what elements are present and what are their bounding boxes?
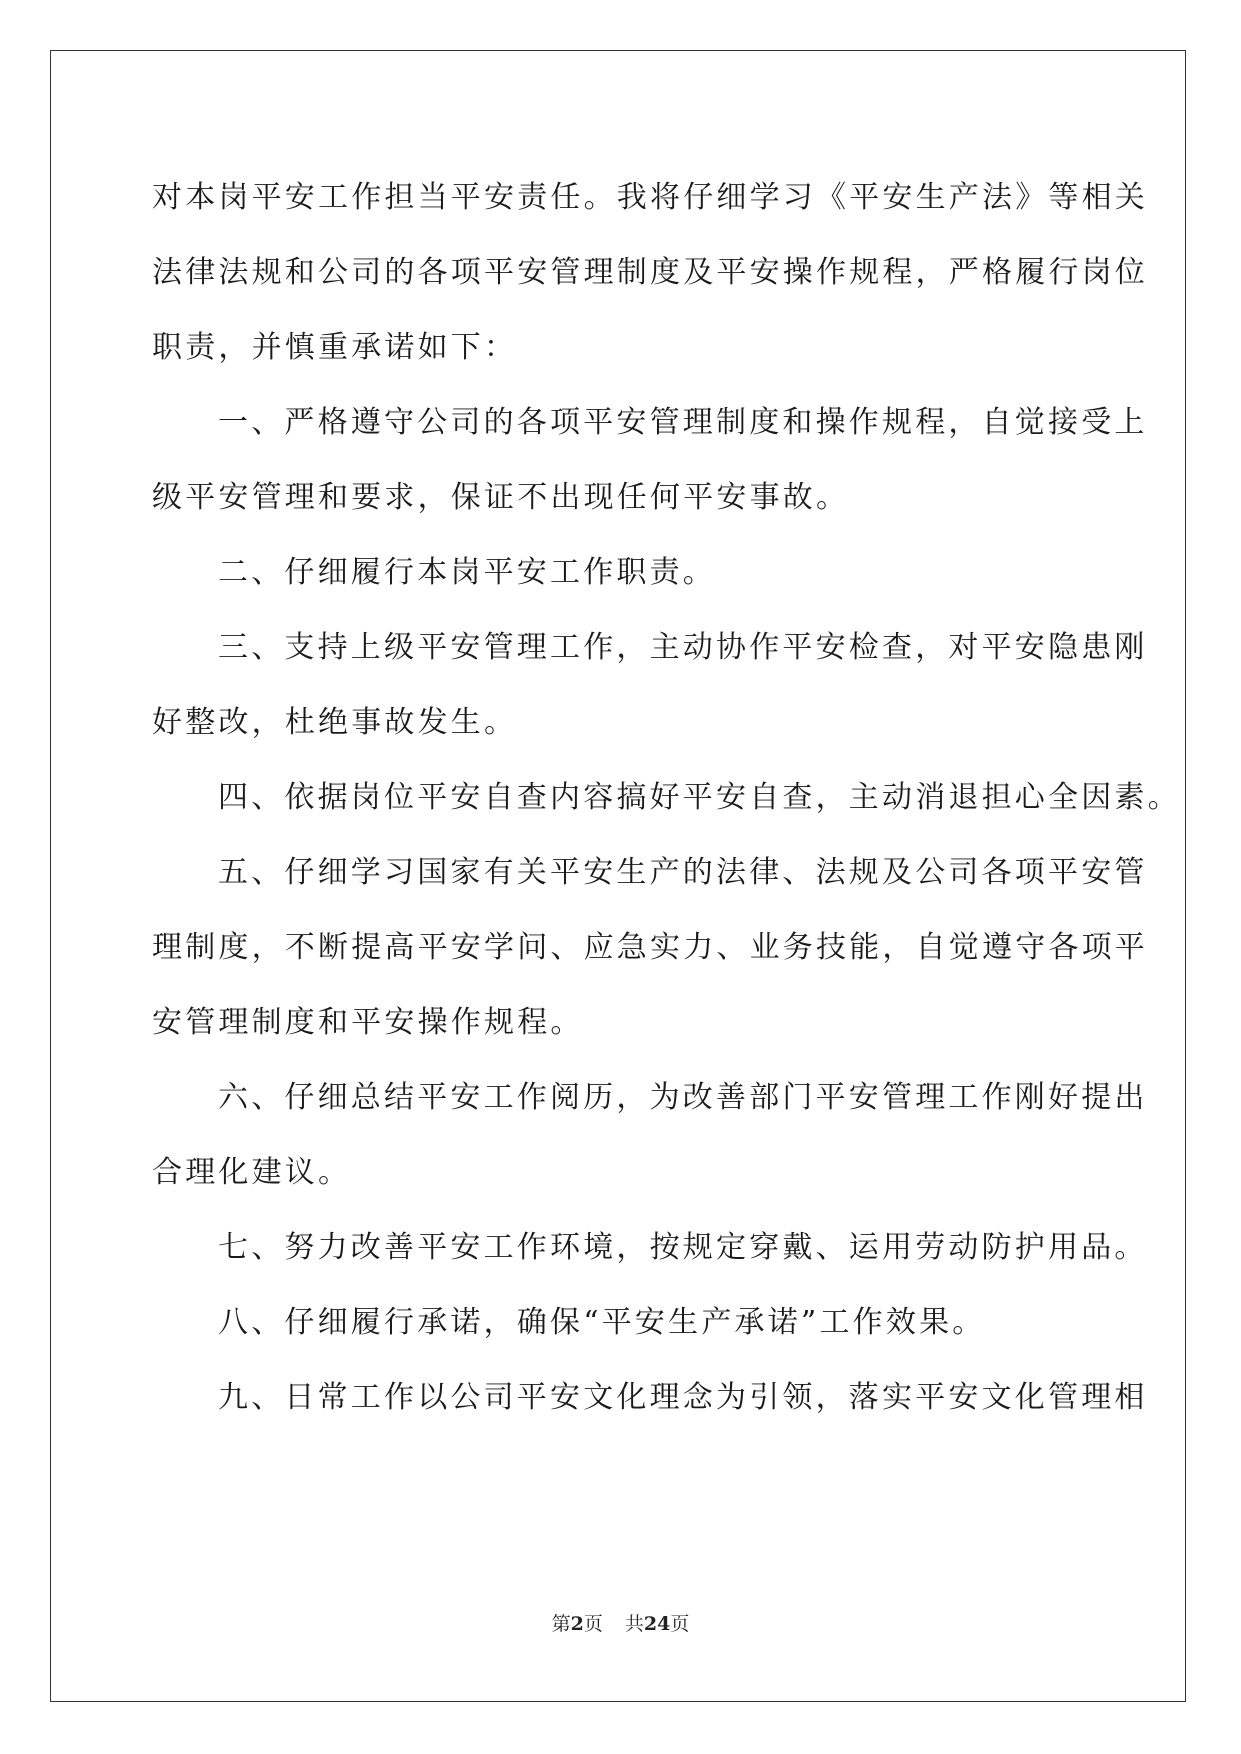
- page-prefix: 第: [551, 1613, 571, 1635]
- page-footer: [0, 1612, 1241, 1636]
- total-suffix: 页: [670, 1613, 690, 1635]
- paragraph-line: 法律法规和公司的各项平安管理制度及平安操作规程，严格履行岗位: [152, 255, 1148, 290]
- document-body: [152, 160, 1181, 1435]
- page-number: 2: [570, 1613, 584, 1635]
- paragraph-line: 安管理制度和平安操作规程。: [152, 1005, 584, 1040]
- paragraph-line: 合理化建议。: [152, 1155, 352, 1190]
- paragraph-line: 八、仔细履行承诺，确保“平安生产承诺”工作效果。: [218, 1305, 986, 1340]
- paragraph-line: 九、日常工作以公司平安文化理念为引领，落实平安文化管理相: [218, 1380, 1148, 1415]
- paragraph-line: 七、努力改善平安工作环境，按规定穿戴、运用劳动防护用品。: [218, 1230, 1148, 1265]
- paragraph-line: 二、仔细履行本岗平安工作职责。: [218, 555, 716, 590]
- paragraph-line: 六、仔细总结平安工作阅历，为改善部门平安管理工作刚好提出: [218, 1080, 1148, 1115]
- paragraph-line: 理制度，不断提高平安学问、应急实力、业务技能，自觉遵守各项平: [152, 930, 1148, 965]
- paragraph-line: 三、支持上级平安管理工作，主动协作平安检查，对平安隐患刚: [218, 630, 1148, 665]
- total-pages: 24: [643, 1613, 671, 1635]
- paragraph-line: 四、依据岗位平安自查内容搞好平安自查，主动消退担心全因素。: [218, 780, 1181, 815]
- paragraph-line: 好整改，杜绝事故发生。: [152, 705, 518, 740]
- paragraph-line: 五、仔细学习国家有关平安生产的法律、法规及公司各项平安管: [218, 855, 1148, 890]
- paragraph-line: 职责，并慎重承诺如下：: [152, 330, 518, 365]
- paragraph-line: 级平安管理和要求，保证不出现任何平安事故。: [152, 480, 850, 515]
- paragraph-line: 对本岗平安工作担当平安责任。我将仔细学习《平安生产法》等相关: [152, 180, 1148, 215]
- page-suffix: 页: [583, 1613, 603, 1635]
- paragraph-line: 一、严格遵守公司的各项平安管理制度和操作规程，自觉接受上: [218, 405, 1148, 440]
- total-prefix: 共: [624, 1613, 644, 1635]
